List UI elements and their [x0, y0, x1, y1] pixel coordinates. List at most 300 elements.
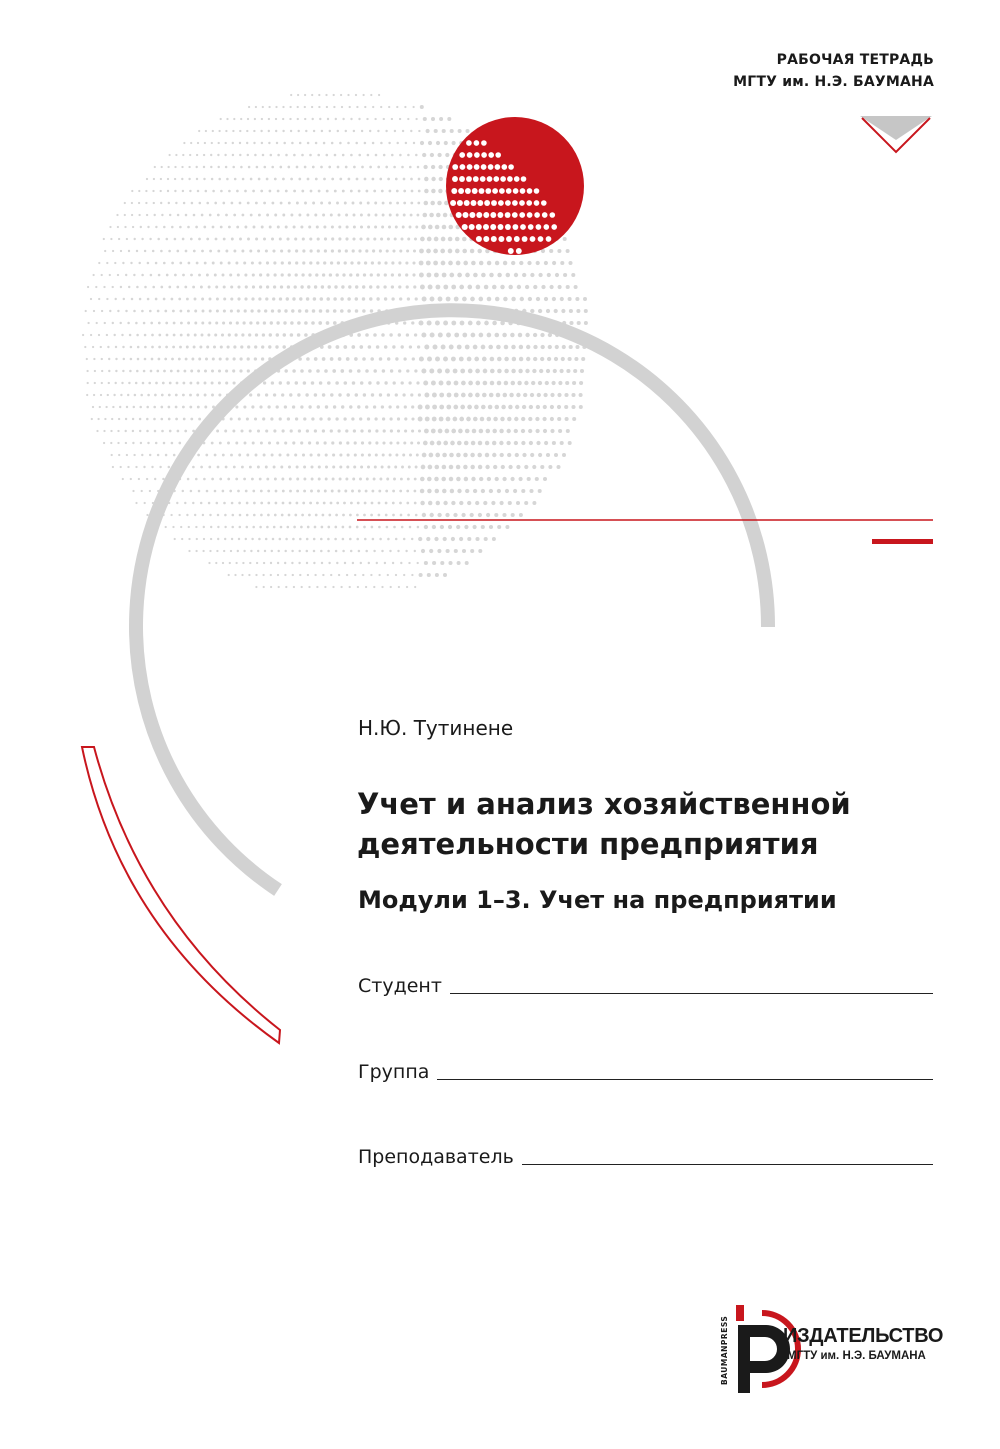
globe-dot	[205, 130, 207, 132]
sphere-dot	[462, 224, 468, 230]
globe-dot	[256, 321, 259, 324]
globe-dot	[291, 550, 293, 552]
globe-dot	[190, 418, 193, 421]
globe-dot	[317, 249, 320, 252]
globe-dot	[200, 502, 203, 505]
globe-dot	[417, 345, 420, 348]
globe-dot	[357, 333, 361, 337]
globe-dot	[338, 237, 341, 240]
sphere-dot	[506, 236, 512, 242]
globe-dot	[501, 405, 505, 409]
globe-dot	[253, 142, 255, 144]
group-field[interactable]	[358, 1053, 933, 1083]
globe-dot	[185, 214, 188, 217]
globe-dot	[262, 574, 264, 576]
globe-dot	[214, 490, 217, 493]
globe-dot	[458, 429, 463, 434]
globe-dot	[545, 381, 549, 385]
globe-dot	[112, 322, 114, 324]
teacher-field[interactable]	[358, 1138, 933, 1168]
globe-dot	[198, 418, 201, 421]
globe-dot	[225, 466, 228, 469]
globe-dot	[307, 526, 310, 529]
globe-dot	[372, 142, 375, 145]
globe-dot	[378, 502, 381, 505]
globe-dot	[427, 357, 432, 362]
sphere-dot	[483, 212, 489, 218]
globe-dot	[349, 586, 351, 588]
globe-dot	[93, 394, 95, 396]
globe-dot	[364, 178, 367, 181]
globe-dot	[313, 130, 315, 132]
globe-dot	[581, 357, 585, 361]
globe-dot	[387, 237, 390, 240]
globe-dot	[277, 226, 280, 229]
globe-dot	[183, 370, 186, 373]
globe-dot	[435, 225, 440, 230]
globe-dot	[329, 273, 332, 276]
globe-dot	[421, 332, 426, 337]
globe-dot	[264, 309, 267, 312]
student-line[interactable]	[450, 993, 933, 994]
globe-dot	[201, 334, 204, 337]
globe-dot	[316, 369, 320, 373]
globe-dot	[363, 514, 366, 517]
globe-dot	[333, 94, 335, 96]
globe-dot	[324, 441, 327, 444]
globe-dot	[302, 453, 305, 456]
globe-dot	[351, 345, 355, 349]
globe-dot	[362, 297, 365, 300]
globe-dot	[395, 538, 398, 541]
globe-dot	[125, 310, 127, 312]
globe-dot	[172, 310, 175, 313]
globe-dot	[508, 405, 512, 409]
globe-dot	[372, 178, 375, 181]
globe-dot	[240, 345, 243, 348]
globe-dot	[334, 526, 337, 529]
sphere-dot	[474, 152, 480, 158]
globe-dot	[530, 453, 534, 457]
globe-dot	[453, 417, 458, 422]
globe-dot	[418, 320, 423, 325]
globe-dot	[490, 381, 495, 386]
globe-dot	[120, 394, 122, 396]
globe-dot	[281, 514, 284, 517]
globe-dot	[154, 214, 156, 216]
globe-dot	[131, 214, 133, 216]
globe-dot	[266, 261, 269, 264]
globe-dot	[208, 562, 210, 564]
globe-dot	[237, 309, 240, 312]
globe-dot	[428, 225, 433, 230]
globe-dot	[479, 333, 484, 338]
globe-dot	[367, 154, 370, 157]
globe-dot	[273, 273, 276, 276]
sphere-dot	[474, 164, 480, 170]
globe-dot	[231, 526, 234, 529]
globe-dot	[400, 478, 403, 481]
globe-dot	[312, 118, 314, 120]
globe-dot	[241, 430, 244, 433]
globe-dot	[488, 345, 493, 350]
globe-dot	[288, 202, 291, 205]
globe-dot	[154, 430, 157, 433]
globe-dot	[410, 214, 413, 217]
globe-dot	[297, 94, 299, 96]
globe-dot	[320, 166, 323, 169]
globe-dot	[517, 381, 521, 385]
globe-dot	[266, 214, 269, 217]
globe-dot	[449, 273, 454, 278]
globe-dot	[529, 441, 533, 445]
globe-dot	[360, 562, 362, 564]
globe-dot	[374, 417, 377, 420]
globe-dot	[103, 238, 105, 240]
globe-dot	[339, 465, 342, 468]
globe-dot	[324, 249, 327, 252]
globe-dot	[382, 453, 385, 456]
sphere-dot	[467, 164, 473, 170]
globe-dot	[250, 309, 253, 312]
globe-dot	[243, 405, 246, 408]
globe-dot	[500, 453, 504, 457]
globe-dot	[146, 418, 149, 421]
globe-dot	[294, 514, 297, 517]
globe-dot	[211, 442, 214, 445]
globe-dot	[405, 273, 408, 276]
globe-dot	[442, 225, 447, 230]
globe-dot	[568, 261, 572, 265]
globe-dot	[204, 406, 207, 409]
globe-dot	[558, 285, 562, 289]
globe-dot	[489, 393, 494, 398]
globe-dot	[262, 417, 265, 420]
globe-dot	[406, 285, 409, 288]
globe-dot	[276, 405, 279, 408]
globe-dot	[258, 261, 261, 264]
globe-dot	[208, 502, 211, 505]
globe-dot	[375, 214, 378, 217]
globe-dot	[355, 297, 358, 300]
globe-dot	[115, 370, 117, 372]
globe-dot	[334, 154, 337, 157]
globe-dot	[471, 261, 476, 266]
globe-dot	[453, 369, 458, 374]
globe-dot	[190, 370, 193, 373]
globe-dot	[378, 94, 380, 96]
globe-dot	[290, 178, 293, 181]
globe-dot	[208, 286, 211, 289]
globe-dot	[117, 310, 119, 312]
globe-dot	[278, 309, 281, 312]
globe-dot	[461, 393, 466, 398]
globe-dot	[190, 490, 193, 493]
globe-dot	[503, 393, 507, 397]
globe-dot	[313, 538, 316, 541]
globe-dot	[255, 586, 257, 588]
globe-dot	[532, 501, 536, 505]
globe-dot	[92, 274, 94, 276]
globe-dot	[319, 381, 323, 385]
globe-dot	[400, 514, 403, 517]
group-line[interactable]	[437, 1079, 933, 1080]
globe-dot	[157, 238, 160, 241]
globe-dot	[414, 238, 417, 241]
globe-dot	[122, 262, 124, 264]
globe-dot	[342, 190, 345, 193]
globe-dot	[536, 261, 540, 265]
globe-dot	[425, 417, 430, 422]
globe-dot	[270, 562, 272, 564]
globe-dot	[340, 309, 344, 313]
globe-dot	[297, 106, 299, 108]
globe-dot	[397, 550, 399, 552]
globe-dot	[393, 526, 396, 529]
globe-dot	[217, 214, 220, 217]
globe-dot	[135, 466, 137, 468]
globe-dot	[225, 142, 227, 144]
globe-dot	[451, 285, 456, 290]
globe-dot	[584, 321, 588, 325]
globe-dot	[484, 321, 489, 326]
globe-dot	[162, 382, 165, 385]
globe-dot	[112, 286, 114, 288]
globe-dot	[473, 345, 478, 350]
globe-dot	[252, 442, 255, 445]
globe-dot	[571, 273, 575, 277]
globe-dot	[124, 214, 126, 216]
globe-dot	[234, 178, 237, 181]
globe-dot	[430, 153, 434, 157]
sphere-dot	[456, 212, 462, 218]
globe-dot	[511, 381, 515, 385]
globe-dot	[248, 106, 250, 108]
globe-dot	[430, 297, 435, 302]
globe-dot	[223, 550, 225, 552]
globe-dot	[182, 274, 185, 277]
globe-dot	[478, 297, 483, 302]
globe-dot	[94, 382, 96, 384]
globe-dot	[387, 538, 390, 541]
globe-dot	[182, 154, 184, 156]
globe-dot	[362, 309, 366, 313]
sphere-dot	[466, 140, 472, 146]
globe-dot	[209, 250, 212, 253]
globe-dot	[246, 454, 249, 457]
globe-dot	[206, 238, 209, 241]
globe-dot	[364, 502, 367, 505]
globe-dot	[364, 142, 367, 145]
globe-dot	[391, 285, 394, 288]
globe-dot	[376, 562, 378, 564]
globe-dot	[372, 538, 375, 541]
globe-dot	[357, 586, 359, 588]
globe-dot	[257, 429, 260, 432]
globe-dot	[537, 393, 541, 397]
globe-dot	[238, 502, 241, 505]
globe-dot	[324, 369, 328, 373]
globe-dot	[119, 322, 121, 324]
globe-dot	[171, 442, 174, 445]
globe-dot	[403, 441, 406, 444]
globe-dot	[212, 226, 215, 229]
globe-dot	[323, 502, 326, 505]
globe-dot	[268, 106, 270, 108]
globe-dot	[462, 297, 467, 302]
globe-dot	[176, 502, 178, 504]
globe-dot	[242, 562, 244, 564]
globe-dot	[471, 441, 476, 446]
globe-dot	[240, 166, 243, 169]
globe-dot	[263, 238, 266, 241]
globe-dot	[321, 130, 323, 132]
globe-dot	[85, 310, 87, 312]
globe-dot	[115, 358, 117, 360]
globe-dot	[228, 226, 231, 229]
globe-dot	[366, 118, 368, 120]
sphere-dot	[457, 200, 463, 206]
globe-dot	[435, 465, 440, 470]
teacher-line[interactable]	[522, 1164, 933, 1165]
globe-dot	[368, 441, 371, 444]
globe-dot	[454, 549, 458, 553]
globe-dot	[204, 382, 207, 385]
globe-dot	[146, 478, 148, 480]
globe-dot	[192, 502, 194, 504]
globe-dot	[294, 237, 297, 240]
globe-dot	[130, 346, 133, 349]
globe-dot	[394, 130, 396, 132]
globe-dot	[353, 214, 356, 217]
globe-dot	[395, 178, 398, 181]
globe-dot	[333, 297, 337, 301]
globe-dot	[434, 129, 438, 133]
globe-dot	[460, 321, 465, 326]
globe-dot	[399, 118, 401, 120]
globe-dot	[225, 214, 228, 217]
globe-dot	[357, 502, 360, 505]
globe-dot	[245, 538, 247, 540]
globe-dot	[339, 142, 342, 145]
globe-dot	[409, 226, 412, 229]
globe-dot	[266, 273, 269, 276]
globe-dot	[268, 130, 270, 132]
globe-dot	[428, 501, 432, 505]
globe-dot	[518, 333, 522, 337]
globe-dot	[160, 250, 163, 253]
globe-dot	[506, 273, 510, 277]
globe-dot	[459, 537, 463, 541]
globe-dot	[566, 285, 570, 289]
globe-dot	[405, 142, 407, 144]
globe-dot	[438, 297, 443, 302]
globe-dot	[562, 453, 566, 457]
globe-dot	[349, 369, 353, 373]
globe-dot	[140, 226, 142, 228]
globe-dot	[294, 285, 297, 288]
globe-dot	[196, 262, 199, 265]
globe-dot	[443, 441, 448, 446]
globe-dot	[411, 405, 414, 408]
globe-dot	[574, 357, 578, 361]
globe-dot	[411, 538, 413, 540]
globe-dot	[504, 345, 509, 350]
globe-dot	[396, 214, 399, 217]
globe-dot	[564, 393, 568, 397]
globe-dot	[424, 393, 429, 398]
globe-dot	[154, 478, 156, 480]
globe-dot	[347, 94, 349, 96]
globe-dot	[566, 369, 570, 373]
globe-dot	[343, 417, 346, 420]
globe-dot	[511, 297, 515, 301]
globe-dot	[419, 356, 424, 361]
globe-dot	[436, 141, 440, 145]
globe-dot	[137, 358, 140, 361]
globe-dot	[557, 405, 561, 409]
globe-dot	[541, 345, 545, 349]
globe-dot	[161, 394, 164, 397]
globe-dot	[392, 514, 395, 517]
globe-dot	[520, 297, 524, 301]
globe-dot	[507, 417, 511, 421]
globe-dot	[152, 286, 155, 289]
globe-dot	[125, 274, 127, 276]
globe-dot	[176, 250, 179, 253]
globe-dot	[440, 561, 444, 565]
globe-dot	[438, 333, 443, 338]
globe-dot	[297, 393, 300, 396]
student-field[interactable]	[358, 967, 933, 997]
globe-dot	[276, 441, 279, 444]
globe-dot	[188, 526, 190, 528]
globe-dot	[278, 586, 280, 588]
globe-dot	[569, 321, 573, 325]
globe-dot	[536, 441, 540, 445]
globe-dot	[471, 477, 475, 481]
globe-dot	[284, 550, 286, 552]
globe-dot	[318, 106, 320, 108]
globe-dot	[260, 502, 263, 505]
globe-dot	[381, 550, 383, 552]
globe-dot	[250, 178, 253, 181]
sphere-dot	[506, 188, 512, 194]
globe-dot	[231, 538, 233, 540]
globe-dot	[169, 382, 172, 385]
globe-dot	[361, 166, 364, 169]
globe-dot	[533, 285, 537, 289]
globe-dot	[225, 166, 228, 169]
globe-dot	[208, 322, 211, 325]
sphere-dot	[491, 200, 497, 206]
globe-dot	[458, 129, 462, 133]
globe-dot	[360, 225, 363, 228]
globe-dot	[97, 418, 99, 420]
globe-dot	[206, 490, 209, 493]
globe-dot	[355, 309, 359, 313]
globe-dot	[411, 190, 414, 193]
sphere-dot	[520, 224, 526, 230]
globe-dot	[109, 226, 111, 228]
globe-dot	[367, 225, 370, 228]
globe-dot	[577, 321, 581, 325]
globe-dot	[207, 334, 210, 337]
globe-dot	[130, 478, 132, 480]
globe-dot	[273, 466, 276, 469]
sphere-dot	[549, 212, 555, 218]
globe-dot	[280, 526, 283, 529]
